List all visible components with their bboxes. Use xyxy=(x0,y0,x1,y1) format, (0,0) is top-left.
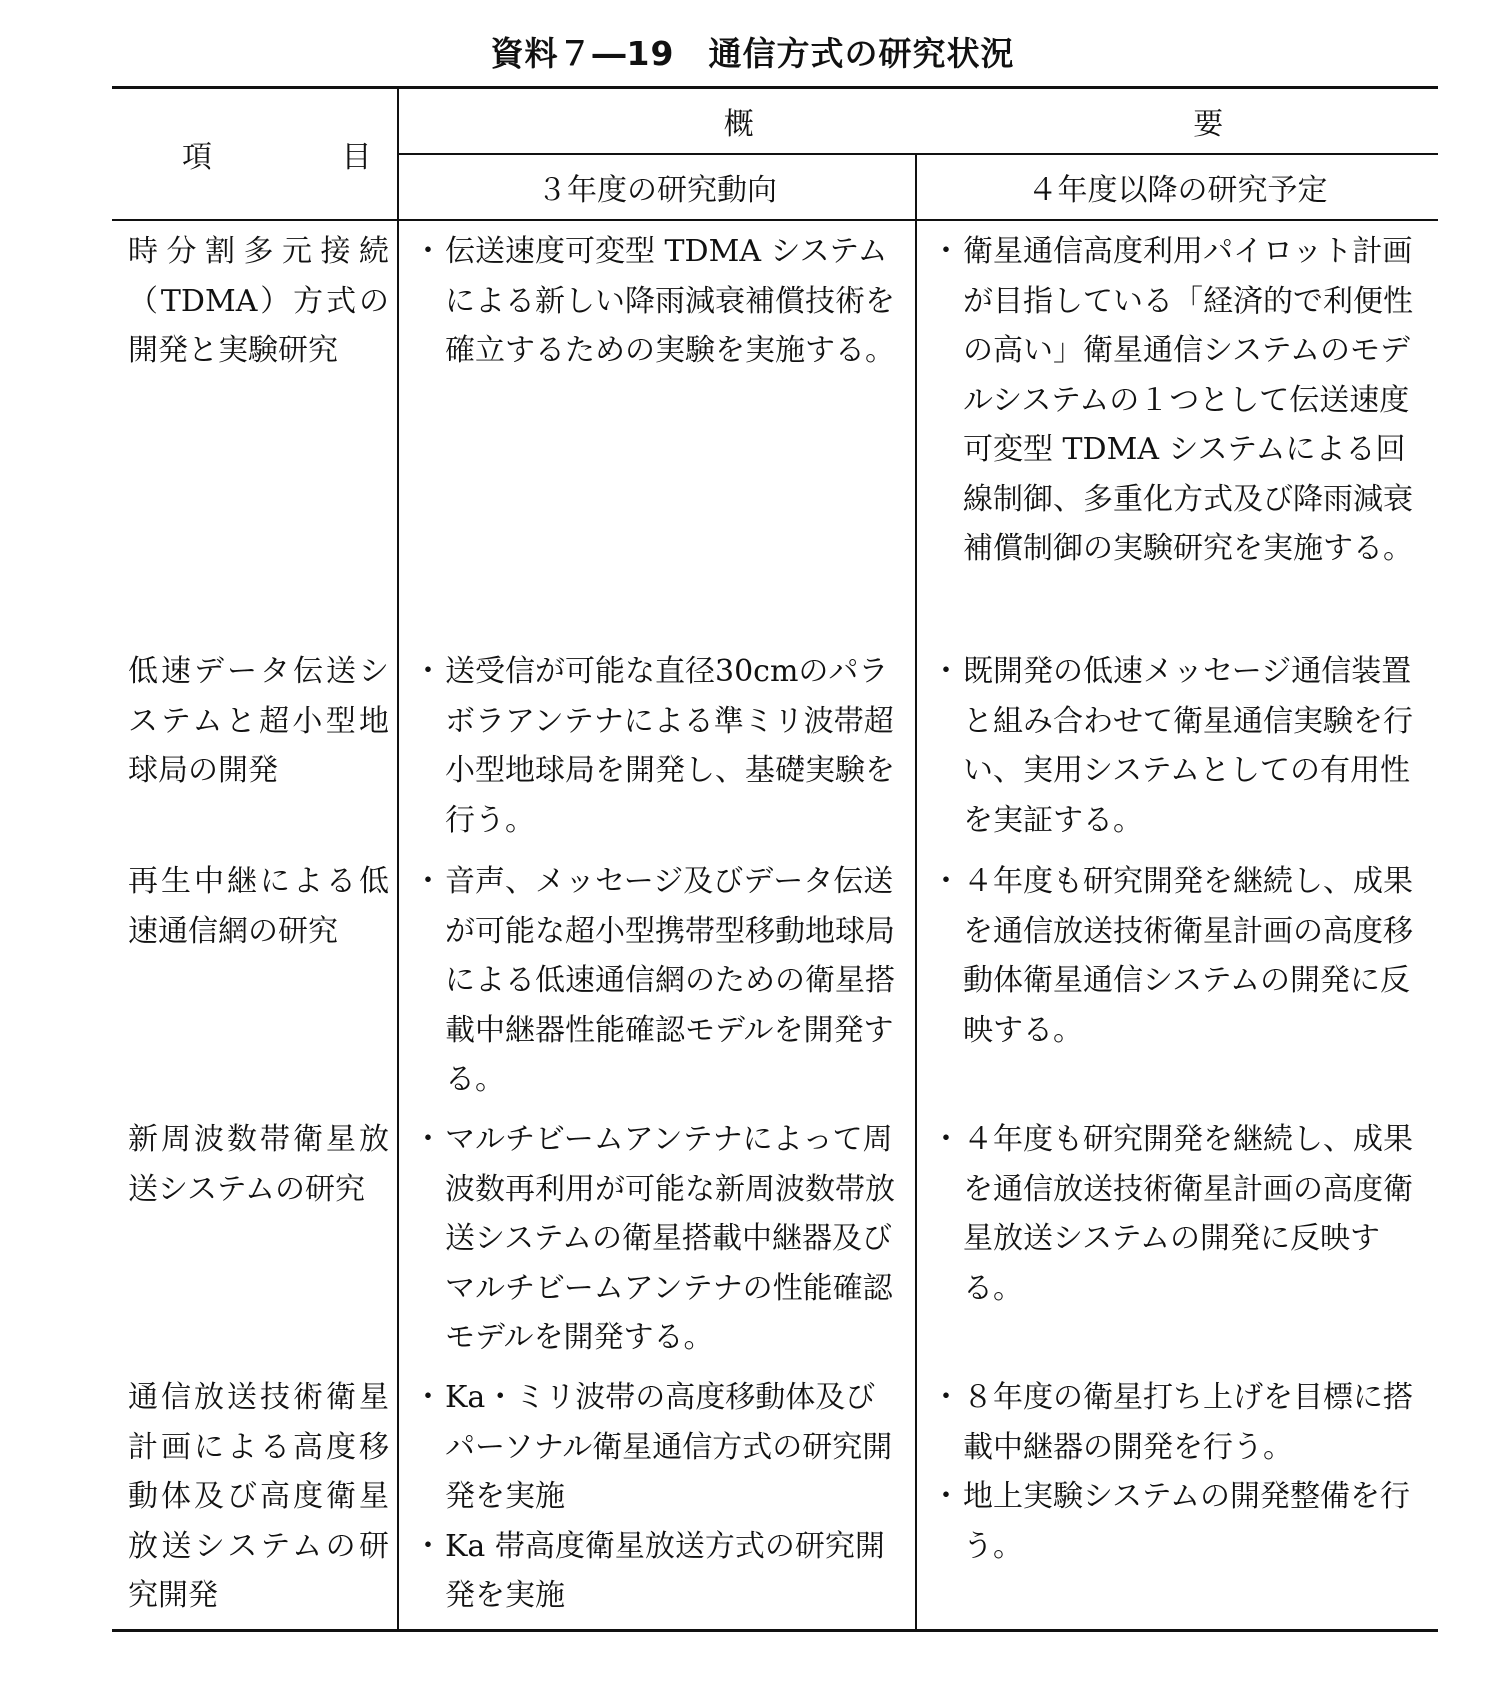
row-fy3 xyxy=(398,1367,916,1631)
document-title: 資料７―19 通信方式の研究状況 xyxy=(490,34,1015,73)
bullet-text: ・ 送受信が可能な直径30cmのパラボラアンテナによる準ミリ波帯超小型地球局を開発し、基礎実験を行う。 xyxy=(413,647,903,845)
bullet-text: ・ ４年度も研究開発を継続し、成果を通信放送技術衛星計画の高度移動体衛星通信システムの開発に反映する。 xyxy=(931,857,1428,1055)
bullet-text: ・ マルチビームアンテナによって周波数再利用が可能な新周波数帯放送システムの衛星搭載中継器及びマルチビームアンテナの性能確認モデルを開発する。 xyxy=(413,1115,903,1363)
bullet-text: ・ 伝送速度可変型 TDMA システムによる新しい降雨減衰補償技術を確立するための実験を実施する。 xyxy=(413,227,903,376)
bullet-text: ・ Ka 帯高度衛星放送方式の研究開発を実施 xyxy=(413,1522,903,1621)
row-item: 再生中継による低速通信網の研究 xyxy=(112,851,398,1109)
row-fy4 xyxy=(916,220,1438,641)
bullet-text: ・ ４年度も研究開発を継続し、成果を通信放送技術衛星計画の高度衛星放送システムの開発に反映する。 xyxy=(931,1115,1428,1313)
bullet-text: ・ 衛星通信高度利用パイロット計画が目指している「経済的で利便性の高い」衛星通信システムのモデルシステムの１つとして伝送速度可変型 TDMA システムによる回線制御、多重化方式及び降雨減衰補償制御の実験研究を実施する。 xyxy=(931,227,1428,574)
bullet-text: ・ 地上実験システムの開発整備を行う。 xyxy=(931,1472,1428,1571)
table-row xyxy=(112,1367,1438,1631)
research-status-table xyxy=(112,86,1438,1632)
row-item: 時分割多元接続（TDMA）方式の開発と実験研究 xyxy=(112,220,398,641)
row-fy4 xyxy=(916,1109,1438,1367)
row-fy3 xyxy=(398,1109,916,1367)
bullet-text: ・ 音声、メッセージ及びデータ伝送が可能な超小型携帯型移動地球局による低速通信網のための衛星搭載中継器性能確認モデルを開発する。 xyxy=(413,857,903,1105)
row-fy3 xyxy=(398,220,916,641)
header-overview-right: 要 xyxy=(1193,107,1224,142)
header-overview-left: 概 xyxy=(723,107,754,142)
table-row xyxy=(112,220,1438,641)
header-item: 項 目 xyxy=(112,88,398,221)
row-fy3 xyxy=(398,641,916,851)
header-overview xyxy=(398,88,1438,155)
row-item: 通信放送技術衛星計画による高度移動体及び高度衛星放送システムの研究開発 xyxy=(112,1367,398,1631)
table-row xyxy=(112,1109,1438,1367)
table-row xyxy=(112,641,1438,851)
row-item: 低速データ伝送システムと超小型地球局の開発 xyxy=(112,641,398,851)
bullet-text: ・ ８年度の衛星打ち上げを目標に搭載中継器の開発を行う。 xyxy=(931,1373,1428,1472)
bullet-text: ・ 既開発の低速メッセージ通信装置と組み合わせて衛星通信実験を行い、実用システムとしての有用性を実証する。 xyxy=(931,647,1428,845)
row-item: 新周波数帯衛星放送システムの研究 xyxy=(112,1109,398,1367)
table-row xyxy=(112,851,1438,1109)
row-fy3 xyxy=(398,851,916,1109)
row-fy4 xyxy=(916,641,1438,851)
bullet-text: ・ Ka・ミリ波帯の高度移動体及びパーソナル衛星通信方式の研究開発を実施 xyxy=(413,1373,903,1522)
header-fy3-trends: ３年度の研究動向 xyxy=(398,154,916,220)
row-fy4 xyxy=(916,851,1438,1109)
header-fy4-plans: ４年度以降の研究予定 xyxy=(916,154,1438,220)
row-fy4 xyxy=(916,1367,1438,1631)
